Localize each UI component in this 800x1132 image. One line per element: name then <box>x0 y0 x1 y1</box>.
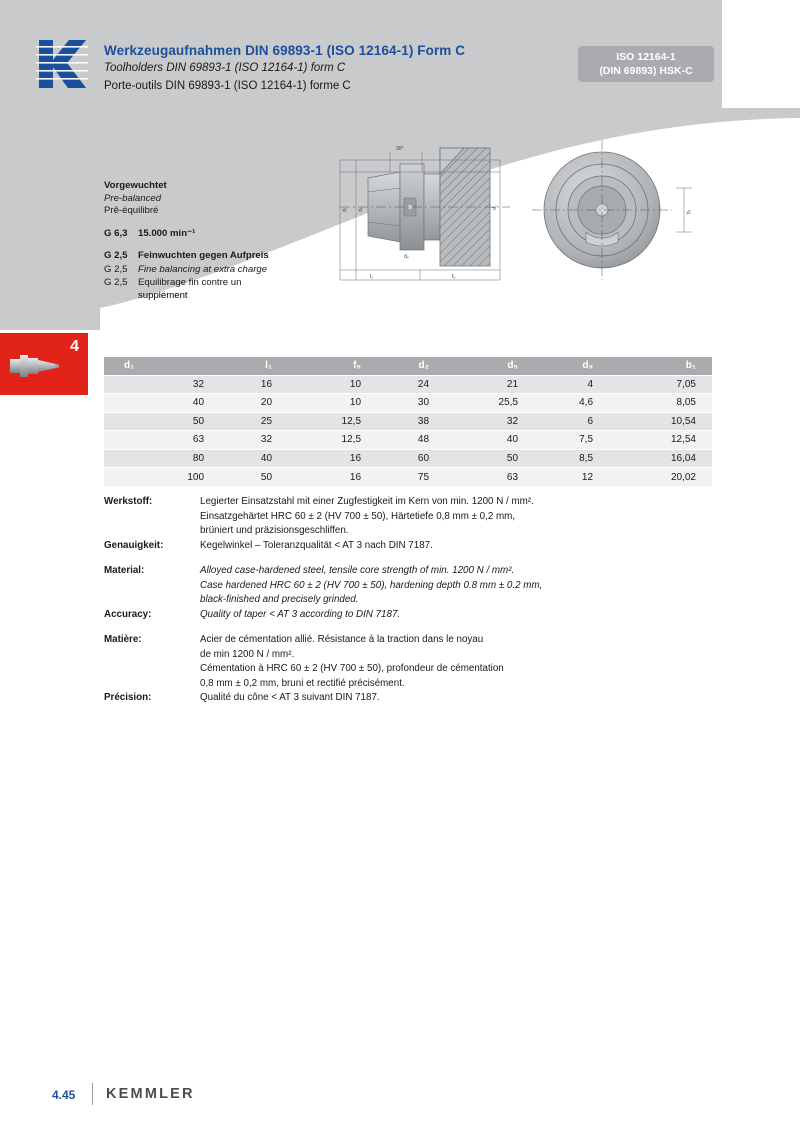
footer-divider <box>92 1083 93 1105</box>
kemmler-logo <box>36 38 88 90</box>
cell-d5: 21 <box>445 375 534 394</box>
spec-material-fr <box>104 633 714 691</box>
cell-f5: 12,5 <box>288 412 377 431</box>
dim-f5: f₅ <box>452 274 456 280</box>
cell-f5: 16 <box>288 449 377 468</box>
cell-d1: 50 <box>104 412 220 431</box>
cell-d1: 32 <box>104 375 220 394</box>
cell-d5: 40 <box>445 431 534 450</box>
cell-l1: 20 <box>220 394 288 413</box>
table-row <box>104 468 712 487</box>
material-fr-line4: 0,8 mm ± 0,2 mm, bruni et rectifié précisément. <box>200 677 405 689</box>
spec-value-material-en <box>200 564 542 608</box>
cell-d5: 50 <box>445 449 534 468</box>
col-d5: d₅ <box>445 357 534 375</box>
spec-label-accuracy-fr: Précision: <box>104 692 152 703</box>
cell-d2: 48 <box>377 431 445 450</box>
cell-f5: 12,5 <box>288 431 377 450</box>
cell-d9: 12 <box>534 468 609 487</box>
spec-accuracy-de <box>104 539 714 554</box>
fine-grade-en: G 2,5 <box>104 263 128 275</box>
cell-d2: 60 <box>377 449 445 468</box>
fine-de: Feinwuchten gegen Aufpreis <box>138 250 269 262</box>
cell-b1: 16,04 <box>609 449 712 468</box>
dim-d9: d₉ <box>404 254 409 260</box>
technical-drawing <box>300 130 720 325</box>
cell-d9: 6 <box>534 412 609 431</box>
material-en-line2: Case hardened HRC 60 ± 2 (HV 700 ± 50), hardening depth 0.8 mm ± 0.2 mm, <box>200 579 543 591</box>
material-fr-line3: Cémentation à HRC 60 ± 2 (HV 700 ± 50), profondeur de cémentation <box>200 663 504 674</box>
fine-grade-de: G 2,5 <box>104 250 128 262</box>
chapter-number: 4 <box>70 338 79 355</box>
col-d2: d₂ <box>377 357 445 375</box>
cell-f5: 10 <box>288 375 377 394</box>
table-row <box>104 394 712 413</box>
balancing-info <box>104 180 304 303</box>
spec-value-material-de <box>200 495 534 539</box>
header-band-right-cut <box>722 0 800 120</box>
material-de-line3: brüniert und präzisionsgeschliffen. <box>200 525 349 536</box>
cell-l1: 25 <box>220 412 288 431</box>
col-d9: d₉ <box>534 357 609 375</box>
cell-d1: 80 <box>104 449 220 468</box>
spec-material-de <box>104 495 714 539</box>
material-fr-line1: Acier de cémentation allié. Résistance à la traction dans le noyau <box>200 634 484 645</box>
balanced-de: Vorgewuchtet <box>104 180 167 191</box>
spec-value-material-fr <box>200 633 504 691</box>
material-de-line1: Legierter Einsatzstahl mit einer Zugfestigkeit im Kern von min. 1200 N / mm². <box>200 496 534 507</box>
cell-d2: 38 <box>377 412 445 431</box>
dim-d2: d₂ <box>492 205 498 210</box>
table-row <box>104 431 712 450</box>
specifications <box>104 495 714 706</box>
cell-d2: 30 <box>377 394 445 413</box>
spec-value-accuracy-de: Kegelwinkel – Toleranzqualität < AT 3 nach DIN 7187. <box>200 539 433 551</box>
material-en-line3: black-finished and precisely grinded. <box>200 594 359 605</box>
col-f5: f₅ <box>288 357 377 375</box>
cell-d1: 63 <box>104 431 220 450</box>
spec-value-accuracy-fr: Qualité du cône < AT 3 suivant DIN 7187. <box>200 692 380 703</box>
spec-label-material-fr: Matière: <box>104 634 142 645</box>
material-de-line2: Einsatzgehärtet HRC 60 ± 2 (HV 700 ± 50), Härtetiefe 0,8 mm ± 0,2 mm, <box>200 510 516 522</box>
cell-d5: 32 <box>445 412 534 431</box>
cell-d2: 75 <box>377 468 445 487</box>
table-row <box>104 375 712 394</box>
material-en-line1: Alloyed case-hardened steel, tensile core strength of min. 1200 N / mm². <box>200 565 515 576</box>
fine-fr: Equilibrage fin contre un <box>138 277 242 288</box>
spec-label-material-de: Werkstoff: <box>104 496 153 507</box>
cell-l1: 50 <box>220 468 288 487</box>
spec-material-en <box>104 564 714 608</box>
spec-accuracy-en <box>104 608 714 623</box>
dim-l1: l₁ <box>370 274 373 280</box>
cell-d9: 4,6 <box>534 394 609 413</box>
cell-d9: 8,5 <box>534 449 609 468</box>
table-row <box>104 412 712 431</box>
fine-de-row <box>104 249 304 262</box>
cell-b1: 8,05 <box>609 394 712 413</box>
dim-d1: d₁ <box>342 207 348 212</box>
cell-d9: 7,5 <box>534 431 609 450</box>
dim-d5: d₅ <box>358 207 364 212</box>
fine-fr-cont: supplément <box>138 290 188 302</box>
cell-d5: 25,5 <box>445 394 534 413</box>
dim-angle: 30° <box>396 146 404 152</box>
fine-fr-row <box>104 276 304 289</box>
spec-value-accuracy-en: Quality of taper < AT 3 according to DIN 7187. <box>200 608 401 620</box>
badge-line-1: ISO 12164-1 <box>616 51 676 63</box>
cell-d1: 100 <box>104 468 220 487</box>
grade-row <box>104 227 304 240</box>
page-subtitle-fr: Porte-outils DIN 69893-1 (ISO 12164-1) forme C <box>104 80 351 92</box>
toolholder-icon <box>8 349 60 388</box>
cell-d9: 4 <box>534 375 609 394</box>
col-b1: b₁ <box>609 357 712 375</box>
cell-d1: 40 <box>104 394 220 413</box>
cell-f5: 16 <box>288 468 377 487</box>
badge-line-2: (DIN 69893) HSK-C <box>599 65 693 77</box>
cell-l1: 16 <box>220 375 288 394</box>
cell-l1: 40 <box>220 449 288 468</box>
standard-badge <box>578 46 714 82</box>
cell-d2: 24 <box>377 375 445 394</box>
grade-value: G 6,3 <box>104 227 128 239</box>
dimension-table <box>104 357 712 486</box>
fine-en: Fine balancing at extra charge <box>138 263 268 275</box>
balanced-fr: Prê-équilibré <box>104 205 159 217</box>
grade-speed: 15.000 min⁻¹ <box>138 227 196 239</box>
cell-d5: 63 <box>445 468 534 487</box>
page-number: 4.45 <box>52 1088 76 1102</box>
cell-b1: 20,02 <box>609 468 712 487</box>
chapter-tab[interactable] <box>0 333 88 395</box>
spec-accuracy-fr <box>104 691 714 706</box>
material-fr-line2: de min 1200 N / mm². <box>200 648 295 660</box>
cell-l1: 32 <box>220 431 288 450</box>
cell-f5: 10 <box>288 394 377 413</box>
spec-label-material-en: Material: <box>104 565 145 576</box>
fine-en-row <box>104 263 304 276</box>
table-row <box>104 449 712 468</box>
table-header-row <box>104 357 712 375</box>
page-title: Werkzeugaufnahmen DIN 69893-1 (ISO 12164-1) Form C <box>104 43 466 58</box>
spec-label-accuracy-de: Genauigkeit: <box>104 539 164 551</box>
dim-b1: b₁ <box>686 209 692 214</box>
col-d1: d₁ <box>104 357 220 375</box>
spec-label-accuracy-en: Accuracy: <box>104 608 152 620</box>
page-subtitle-en: Toolholders DIN 69893-1 (ISO 12164-1) form C <box>104 62 346 74</box>
cell-b1: 12,54 <box>609 431 712 450</box>
cell-b1: 7,05 <box>609 375 712 394</box>
fine-grade-fr: G 2,5 <box>104 277 128 288</box>
balanced-en: Pre-balanced <box>104 192 162 204</box>
cell-b1: 10,54 <box>609 412 712 431</box>
brand-name: KEMMLER <box>106 1086 195 1102</box>
col-l1: l₁ <box>220 357 288 375</box>
